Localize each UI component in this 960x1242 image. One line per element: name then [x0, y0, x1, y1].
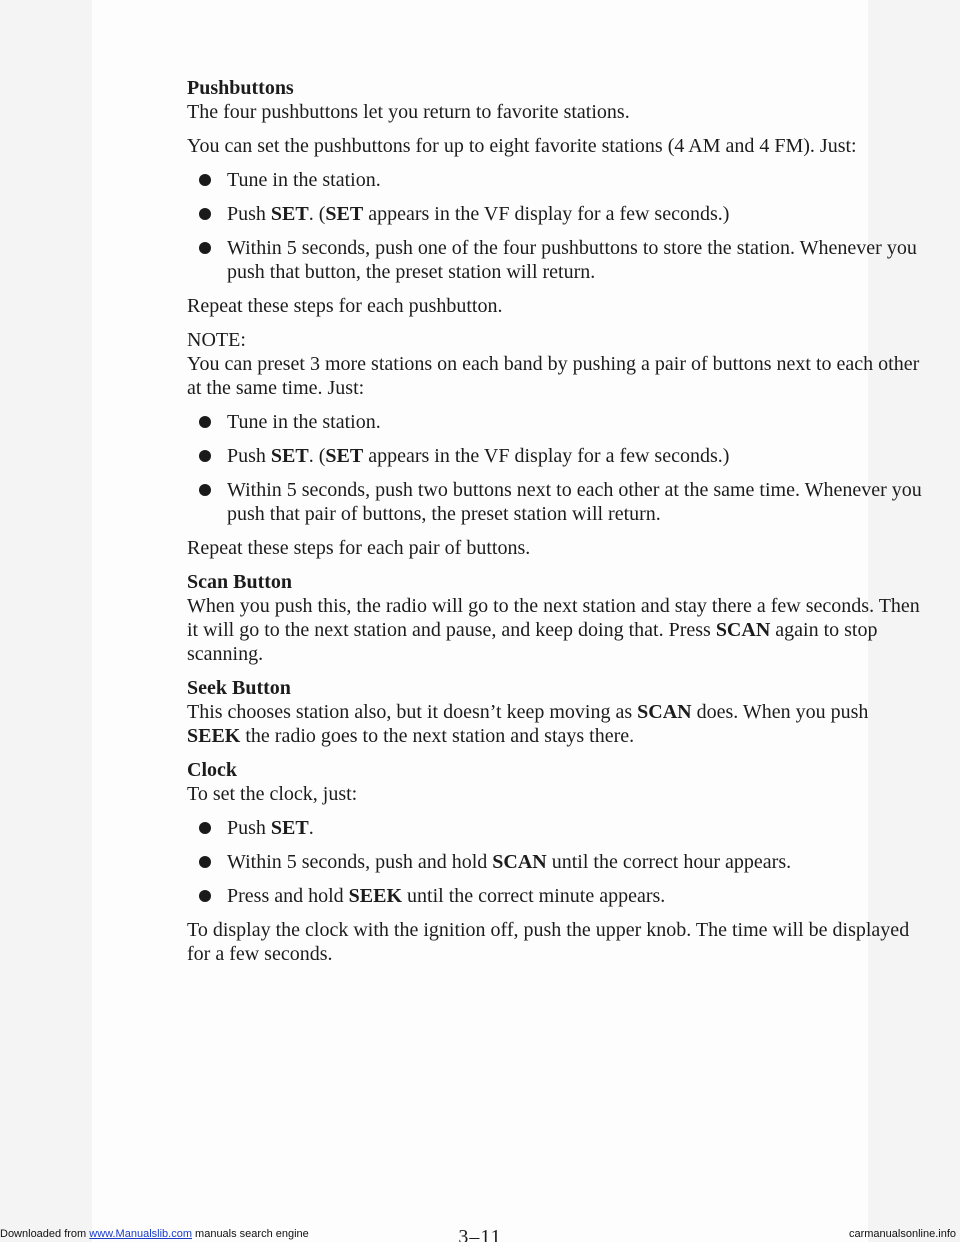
list-item: Push SET.: [187, 816, 922, 840]
bullet-icon: [199, 822, 211, 834]
page-content: [187, 76, 922, 976]
note-steps: [187, 410, 922, 526]
scan-text: When you push this, the radio will go to the next station and stay there a few seconds. Then it will go to the next station and pause, and keep doing that. Press SCAN again to stop scanning.: [187, 595, 920, 665]
list-item: Push SET. (SET appears in the VF display for a few seconds.): [187, 444, 922, 468]
site-watermark: carmanualsonline.info: [848, 1228, 956, 1240]
bullet-icon: [199, 450, 211, 462]
pushbuttons-steps: [187, 168, 922, 284]
list-item: Within 5 seconds, push and hold SCAN until the correct hour appears.: [187, 850, 922, 874]
bullet-icon: [199, 890, 211, 902]
list-item: Push SET. (SET appears in the VF display for a few seconds.): [187, 202, 922, 226]
section-pushbuttons: [187, 76, 922, 560]
heading-scan-button: Scan Button: [187, 571, 293, 593]
note-text: You can preset 3 more stations on each band by pushing a pair of buttons next to each other at the same time. Just:: [187, 353, 920, 399]
pushbuttons-repeat-pairs: Repeat these steps for each pair of buttons.: [187, 537, 531, 559]
section-clock: [187, 758, 922, 966]
list-item: Within 5 seconds, push one of the four pushbuttons to store the station. Whenever you push that button, the preset station will return.: [187, 236, 922, 284]
bullet-icon: [199, 484, 211, 496]
section-seek-button: [187, 676, 922, 748]
pushbuttons-repeat: Repeat these steps for each pushbutton.: [187, 295, 503, 317]
note-label: NOTE:: [187, 329, 246, 351]
bullet-icon: [199, 242, 211, 254]
bullet-icon: [199, 856, 211, 868]
list-item: Press and hold SEEK until the correct minute appears.: [187, 884, 922, 908]
list-item: Tune in the station.: [187, 168, 922, 192]
heading-seek-button: Seek Button: [187, 677, 291, 699]
clock-intro: To set the clock, just:: [187, 783, 358, 805]
bullet-icon: [199, 208, 211, 220]
clock-steps: [187, 816, 922, 908]
list-item: Tune in the station.: [187, 410, 922, 434]
heading-clock: Clock: [187, 759, 237, 781]
section-scan-button: [187, 570, 922, 666]
page-number: 3–11: [458, 1226, 502, 1242]
clock-outro: To display the clock with the ignition off, push the upper knob. The time will be displayed for a few seconds.: [187, 919, 910, 965]
bullet-icon: [199, 416, 211, 428]
heading-pushbuttons: Pushbuttons: [187, 77, 294, 99]
manualslib-link[interactable]: www.Manualslib.com: [89, 1228, 192, 1240]
pushbuttons-set-intro: You can set the pushbuttons for up to eight favorite stations (4 AM and 4 FM). Just:: [187, 135, 857, 157]
download-banner: Downloaded from www.Manualslib.com manuals search engine: [0, 1228, 309, 1240]
list-item: Within 5 seconds, push two buttons next to each other at the same time. Whenever you push that pair of buttons, the preset station will return.: [187, 478, 922, 526]
bullet-icon: [199, 174, 211, 186]
seek-text: This chooses station also, but it doesn’t keep moving as SCAN does. When you push SEEK the radio goes to the next station and stays there.: [187, 701, 869, 747]
pushbuttons-intro: The four pushbuttons let you return to favorite stations.: [187, 101, 630, 123]
